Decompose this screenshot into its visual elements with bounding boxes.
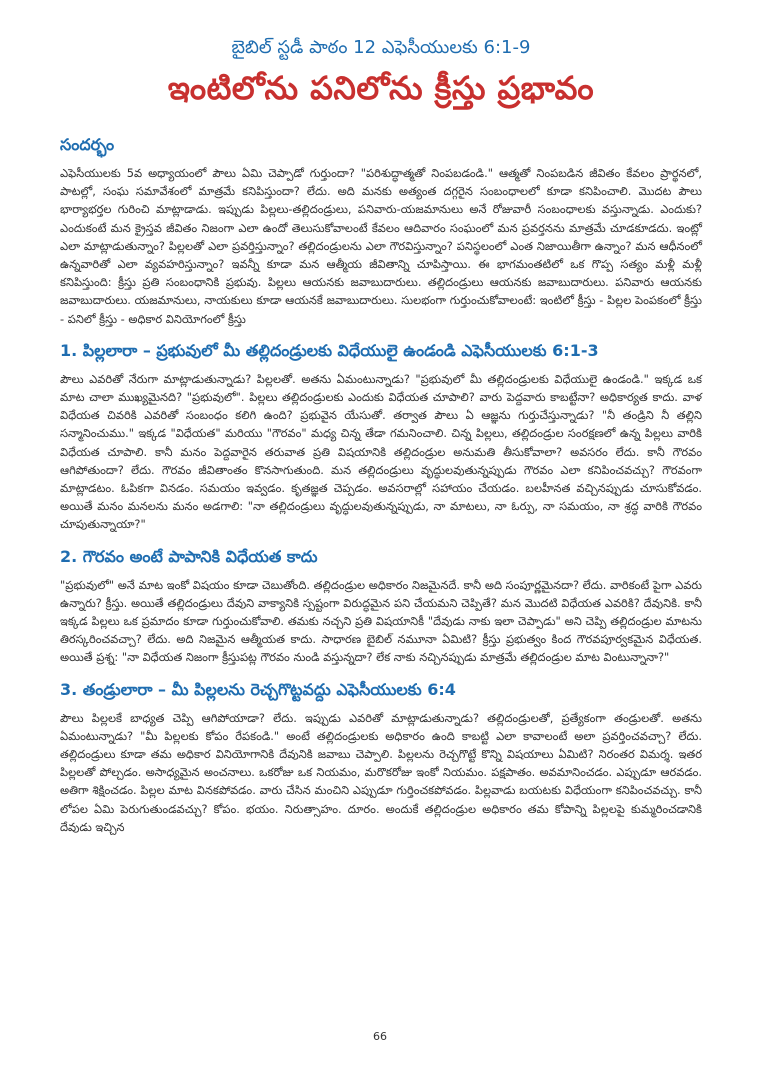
section-heading: 1. పిల్లలారా – ప్రభువులో మీ తల్లిదండ్రులకు విధేయులై ఉండండి ఎఫెసీయులకు 6:1-3 xyxy=(60,340,599,360)
lesson-subtitle: బైబిల్ స్టడీ పాఠం 12 ఎఫెసీయులకు 6:1-9 xyxy=(231,37,531,58)
section-honor-not-sin xyxy=(60,546,702,667)
lesson-title: ఇంటిలోను పనిలోను క్రీస్తు ప్రభావం xyxy=(167,69,595,107)
section-paragraph: పౌలు పిల్లలకే బాధ్యత చెప్పి ఆగిపోయాడా? లేదు. ఇప్పుడు ఎవరితో మాట్లాడుతున్నాడు? తల్లిదండ్రులతో, ప్రత్యేకంగా తండ్రులతో. అతను ఏమంటున్నాడు? "మీ పిల్లలకు కోపం రేపకండి." అంటే తల్లిదండ్రులకు అధికారం ఉంది కాబట్టి ఎలా కావాలంటే అలా ప్రవర్తించవచ్చా? లేదు. తల్లిదండ్రులు కూడా తమ అధికార వినియోగానికి దేవునికి జవాబు చెప్పాలి. పిల్లలను రెచ్చగొట్టే కొన్ని విషయాలు ఏమిటి? నిరంతర విమర్శ. ఇతర పిల్లలతో పోల్చడం. అసాధ్యమైన అంచనాలు. ఒకరోజు ఒక నియమం, మరొకరోజు ఇంకో నియమం. పక్షపాతం. అవమానించడం. ఎప్పుడూ ఆరవడం. అతిగా శిక్షించడం. పిల్లల మాట వినకపోవడం. వారు చేసిన మంచిని ఎప్పుడూ గుర్తించకపోవడం. పిల్లవాడు బయటకు విధేయంగా కనిపించవచ్చు. కానీ లోపల ఏమి పెరుగుతుండవచ్చు? కోపం. భయం. నిరుత్సాహం. దూరం. అందుకే తల్లిదండ్రుల అధికారం తమ కోపాన్ని పిల్లలపై కుమ్మరించడానికి దేవుడు ఇచ్చిన xyxy=(60,710,702,834)
page-number: 66 xyxy=(373,1030,387,1043)
section-paragraph: "ప్రభువులో" అనే మాట ఇంకో విషయం కూడా చెబుతోంది. తల్లిదండ్రుల అధికారం నిజమైనదే. కానీ అది సంపూర్ణమైనదా? లేదు. వారికంటే పైగా ఎవరు ఉన్నారు? క్రీస్తు. అయితే తల్లిదండ్రులు దేవుని వాక్యానికి స్పష్టంగా విరుద్ధమైన పని చేయమని చెప్పితే? మన మొదటి విధేయత ఎవరికి? దేవునికి. కానీ ఇక్కడ పిల్లలు ఒక ప్రమాదం కూడా గుర్తుంచుకోవాలి. తమకు నచ్చని ప్రతి విషయానికీ "దేవుడు నాకు ఇలా చెప్పాడు" అని చెప్పి తల్లిదండ్రుల మాటను తిరస్కరించవచ్చా? లేదు. అది నిజమైన ఆత్మీయత కాదు. సాధారణ బైబిల్ నమూనా ఏమిటి? క్రీస్తు ప్రభుత్వం కింద గౌరవపూర్వకమైన విధేయత. అయితే ప్రశ్న: "నా విధేయత నిజంగా క్రీస్తుపట్ల గౌరవం నుండి వస్తున్నదా? లేక నాకు నచ్చినప్పుడు మాత్రమే తల్లిదండ్రుల మాట వింటున్నానా?" xyxy=(60,577,702,665)
section-children-obey xyxy=(60,340,702,534)
section-heading: 2. గౌరవం అంటే పాపానికి విధేయత కాదు xyxy=(60,546,318,566)
section-paragraph: ఎఫెసీయులకు 5వ అధ్యాయంలో పౌలు ఏమి చెప్పాడో గుర్తుందా? "పరిశుద్ధాత్మతో నింపబడండి." ఆత్మతో నింపబడిన జీవితం కేవలం ప్రార్థనలో, పాటల్లో, సంఘ సమావేశంలో మాత్రమే కనిపిస్తుందా? లేదు. అది మనకు అత్యంత దగ్గరైన సంబంధాలలో కూడా కనిపించాలి. మొదట పౌలు భార్యాభర్తల గురించి మాట్లాడాడు. ఇప్పుడు పిల్లలు-తల్లిదండ్రులు, పనివారు-యజమానులు అనే రోజువారీ సంబంధాలకు వస్తున్నాడు. ఎందుకు? ఎందుకంటే మన క్రైస్తవ జీవితం నిజంగా ఎలా ఉందో తెలుసుకోవాలంటే కేవలం ఆదివారం సంఘంలో మన ప్రవర్తనను మాత్రమే చూడకూడదు. ఇంట్లో ఎలా మాట్లాడుతున్నాం? పిల్లలతో ఎలా ప్రవర్తిస్తున్నాం? తల్లిదండ్రులను ఎలా గౌరవిస్తున్నాం? పనిస్థలంలో ఎంత నిజాయితీగా ఉన్నాం? మన ఆధీనంలో ఉన్నవారితో ఎలా వ్యవహరిస్తున్నాం? ఇవన్నీ కూడా మన ఆత్మీయ జీవితాన్ని చూపిస్తాయి. ఈ భాగమంతటిలో ఒక గొప్ప సత్యం మళ్లీ మళ్లీ కనిపిస్తుంది: క్రీస్తు ప్రతి సంబంధానికి ప్రభువు. పిల్లలు ఆయనకు జవాబుదారులు. తల్లిదండ్రులు ఆయనకు జవాబుదారులు. పనివారు ఆయనకు జవాబుదారులు. యజమానులు, నాయకులు కూడా ఆయనకే జవాబుదారులు. సులభంగా గుర్తుంచుకోవాలంటే: ఇంటిలో క్రీస్తు - పిల్లల పెంపకంలో క్రీస్తు - పనిలో క్రీస్తు - అధికార వినియోగంలో క్రీస్తు xyxy=(60,166,702,326)
section-heading: 3. తండ్రులారా – మీ పిల్లలను రెచ్చగొట్టవద్దు ఎఫెసీయులకు 6:4 xyxy=(60,679,456,699)
section-paragraph: పౌలు ఎవరితో నేరుగా మాట్లాడుతున్నాడు? పిల్లలతో. అతను ఏమంటున్నాడు? "ప్రభువులో మీ తల్లిదండ్రులకు విధేయులై ఉండండి." ఇక్కడ ఒక మాట చాలా ముఖ్యమైనది? "ప్రభువులో". పిల్లలు తల్లిదండ్రులకు ఎందుకు విధేయత చూపాలి? వారు పెద్దవారు కాబట్టేనా? అధికార్యత కాదు. వాళ విధేయత చివరికి ఎవరితో సంబంధం కలిగి ఉంది? ప్రభువైన యేసుతో. తర్వాత పౌలు ఏ ఆజ్ఞను గుర్తుచేస్తున్నాడు? "నీ తండ్రిని నీ తల్లిని సన్మానించుము." ఇక్కడ "విధేయత" మరియు "గౌరవం" మధ్య చిన్న తేడా గమనించాలి. చిన్న పిల్లలు, తల్లిదండ్రుల సంరక్షణలో ఉన్న పిల్లలు వారికి విధేయత చూపాలి. కానీ మనం పెద్దవారైన తరువాత ప్రతి విషయానికి తల్లిదండ్రుల అనుమతి తీసుకోవాలా? అవసరం లేదు. కానీ గౌరవం ఆగిపోతుందా? లేదు. గౌరవం జీవితాంతం కొనసాగుతుంది. మన తల్లిదండ్రులు వృద్ధులవుతున్నప్పుడు గౌరవం ఎలా కనిపించవచ్చు? గౌరవంగా మాట్లాడటం. ఓపికగా వినడం. సమయం ఇవ్వడం. కృతజ్ఞత చెప్పడం. అవసరాల్లో సహాయం చేయడం. బలహీనత వచ్చినప్పుడు చూసుకోవడం. అయితే మనం మనలను మనం అడగాలి: "నా తల్లిదండ్రులు వృద్ధులవుతున్నప్పుడు, నా మాటలు, నా ఓర్పు, నా సమయం, నా శ్రద్ధ వారికి గౌరవం చూపుతున్నాయా?" xyxy=(60,371,702,532)
section-fathers xyxy=(60,679,702,836)
section-context xyxy=(60,134,702,328)
section-heading: సందర్భం xyxy=(60,135,115,154)
